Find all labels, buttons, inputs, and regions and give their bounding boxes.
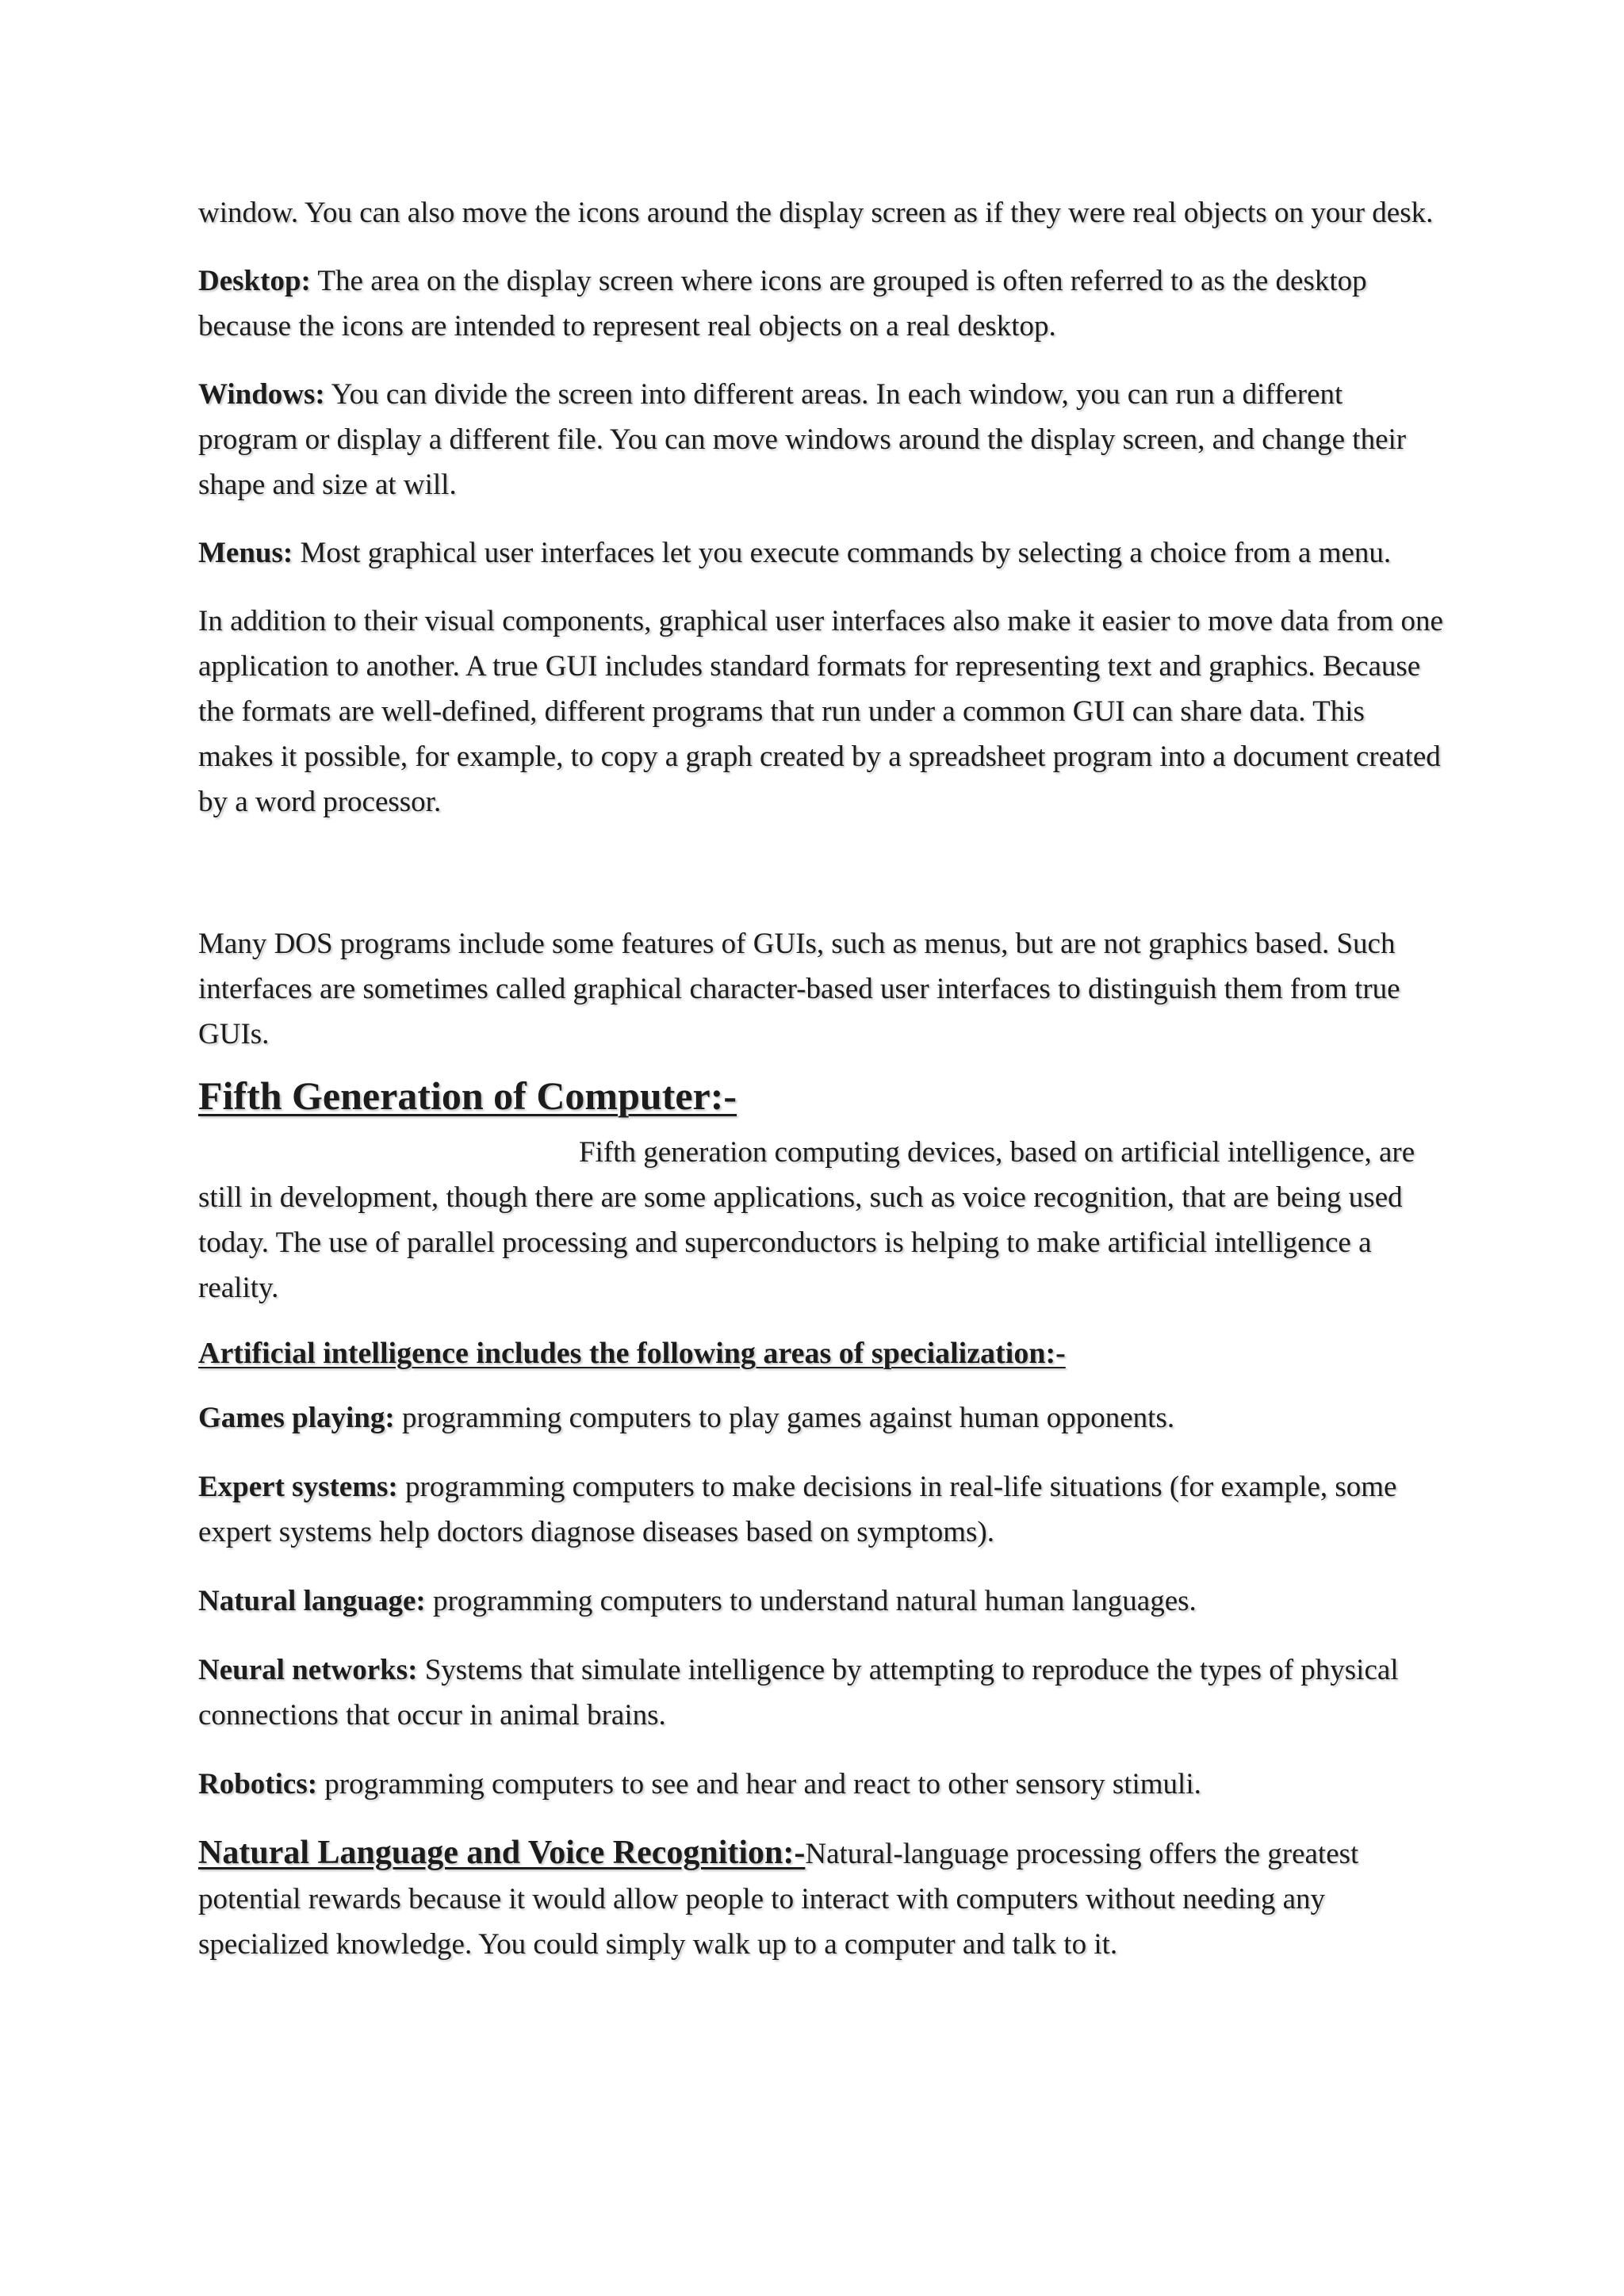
heading-natural-language-voice: Natural Language and Voice Recognition:- <box>198 1835 806 1871</box>
paragraph-fifth-generation: Fifth generation computing devices, based on artificial intelligence, are still in development, though there are some applications, such as voice recognition, that are being used today. The use of parallel processing and superconductors is helping to make artificial intelligence a reality. <box>198 1136 1415 1304</box>
term-natural-language: Natural language: <box>198 1585 426 1617</box>
paragraph-natural-language-voice <box>198 1831 1443 1967</box>
paragraph-icons: window. You can also move the icons around the display screen as if they were real objects on your desk. <box>198 197 1434 229</box>
neural-networks-definition: Systems that simulate intelligence by attempting to reproduce the types of physical connections that occur in animal brains. <box>198 1654 1399 1732</box>
natural-language-voice-text: Natural-language processing offers the greatest potential rewards because it would allow people to interact with computers without needing any specialized knowledge. You could simply walk up to a computer and talk to it. <box>198 1838 1359 1961</box>
ai-item-robotics <box>198 1762 1443 1807</box>
page-content <box>198 190 1443 1967</box>
term-expert-systems: Expert systems: <box>198 1471 398 1503</box>
term-games-playing: Games playing: <box>198 1402 395 1434</box>
robotics-definition: programming computers to see and hear and react to other sensory stimuli. <box>317 1768 1201 1800</box>
ai-item-expert-systems <box>198 1464 1443 1555</box>
term-desktop: Desktop: <box>198 265 311 297</box>
ai-item-games <box>198 1395 1443 1441</box>
term-neural-networks: Neural networks: <box>198 1654 418 1686</box>
heading-fifth-generation: Fifth Generation of Computer:- <box>198 1073 737 1118</box>
menus-definition: Most graphical user interfaces let you execute commands by selecting a choice from a menu. <box>293 537 1392 569</box>
heading-ai-areas: Artificial intelligence includes the following areas of specialization:- <box>198 1337 1066 1370</box>
paragraph-gui-data: In addition to their visual components, graphical user interfaces also make it easier to move data from one application to another. A true GUI includes standard formats for representing text and graphics. Because the formats are well-defined, different programs that run under a common GUI can share data. This makes it possible, for example, to copy a graph created by a spreadsheet program into a document created by a word processor. <box>198 605 1443 818</box>
natural-language-definition: programming computers to understand natural human languages. <box>425 1585 1197 1617</box>
paragraph-windows <box>198 372 1443 507</box>
ai-item-natural-language <box>198 1578 1443 1624</box>
games-playing-definition: programming computers to play games against human opponents. <box>394 1402 1175 1434</box>
windows-definition: You can divide the screen into different areas. In each window, you can run a different program or display a different file. You can move windows around the display screen, and change their shape and size at will. <box>198 378 1407 501</box>
term-menus: Menus: <box>198 537 293 569</box>
expert-systems-definition: programming computers to make decisions in real-life situations (for example, some expert systems help doctors diagnose diseases based on symptoms). <box>198 1471 1397 1548</box>
desktop-definition: The area on the display screen where icons are grouped is often referred to as the desktop because the icons are intended to represent real objects on a real desktop. <box>198 265 1367 342</box>
paragraph-desktop <box>198 258 1443 349</box>
paragraph-dos: Many DOS programs include some features of GUIs, such as menus, but are not graphics based. Such interfaces are sometimes called graphical character-based user interfaces to distinguish them from true GUIs. <box>198 928 1400 1050</box>
term-windows: Windows: <box>198 378 325 411</box>
term-robotics: Robotics: <box>198 1768 318 1800</box>
ai-item-neural-networks <box>198 1647 1443 1738</box>
paragraph-menus <box>198 530 1443 576</box>
